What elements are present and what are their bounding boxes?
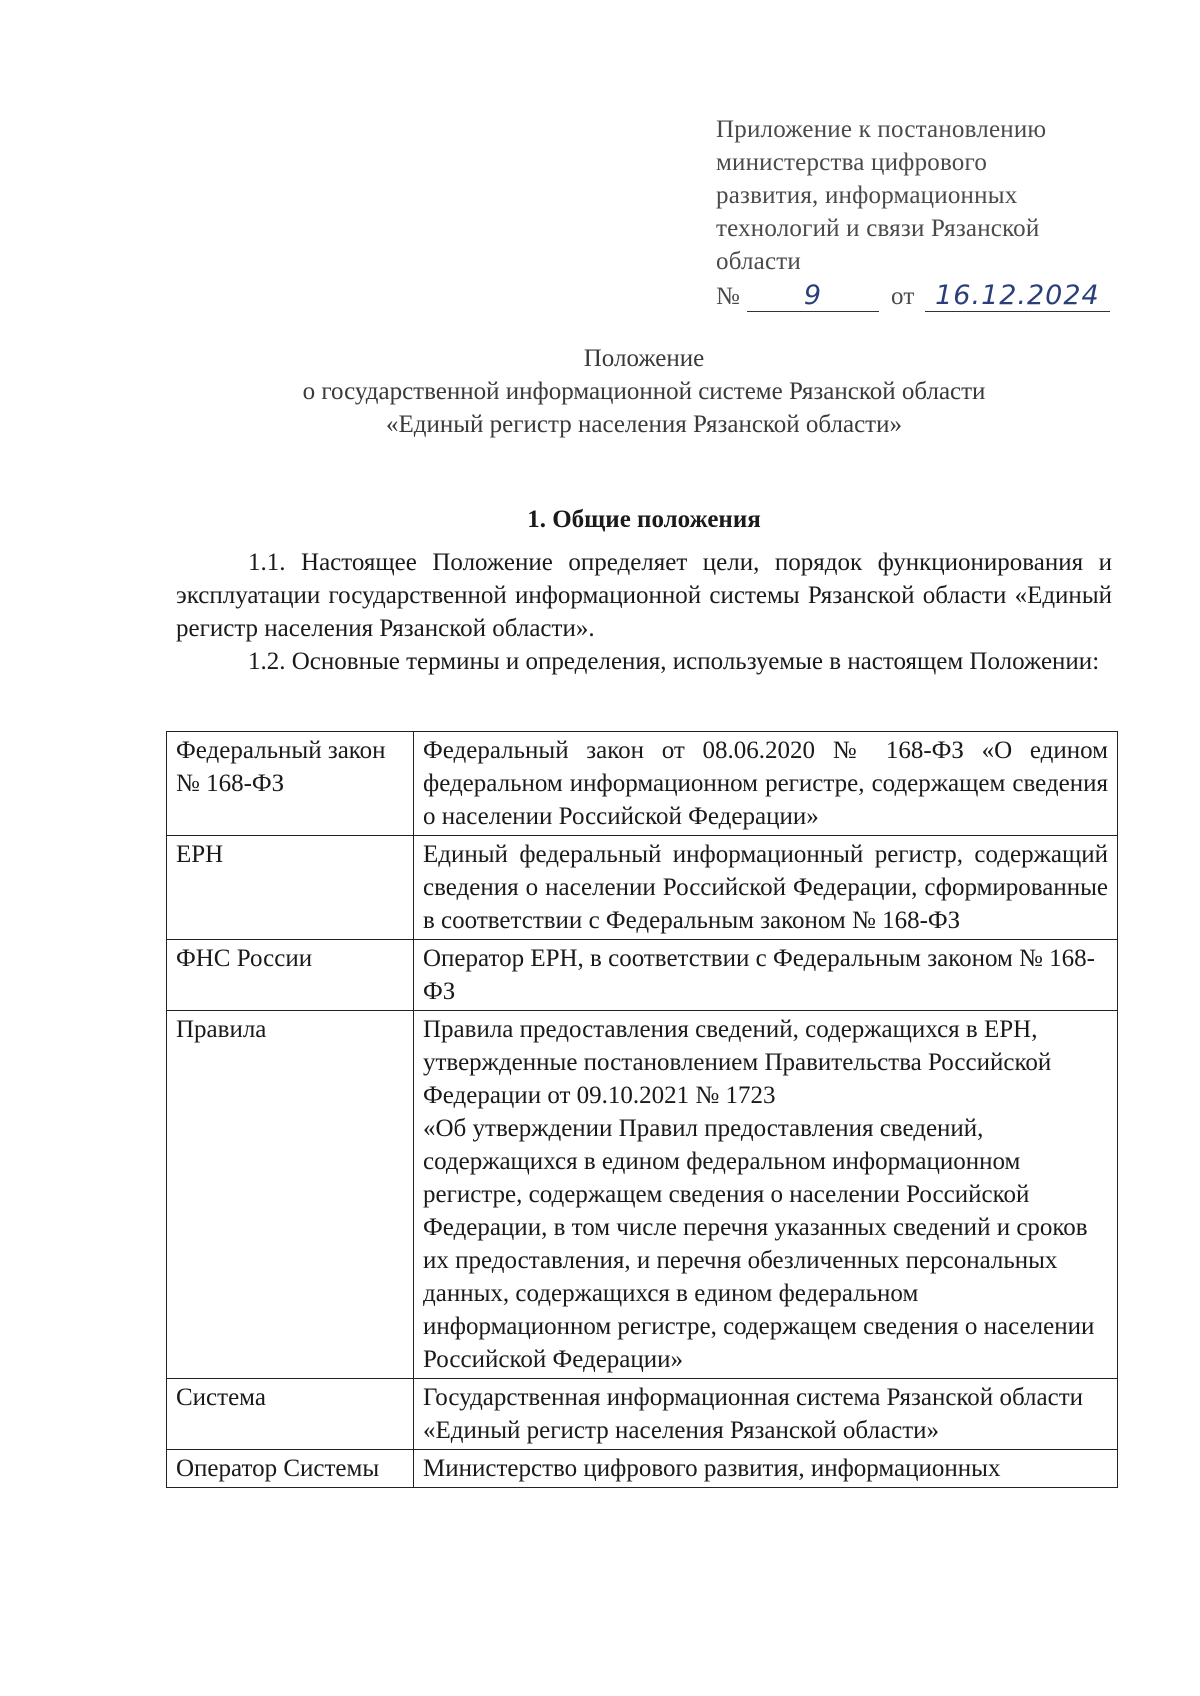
definition-cell: Государственная информационная система Рязанской области «Единый регистр населения Рязанской области» [414,1379,1118,1450]
term-cell: ЕРН [167,836,414,940]
definition-cell: Единый федеральный информационный регистр, содержащий сведения о населении Российской Федерации, сформированные в соответствии с Федеральным законом № 168-ФЗ [414,836,1118,940]
definition-text-cont: «Об утверждении Правил предоставления сведений, содержащихся в едином федеральном информационном регистре, содержащем сведения о населении Российской Федерации, в том числе перечня указанных сведений и сроков их предоставления, и перечня обезличенных персональных данных, содержащихся в едином федеральном информационном регистре, содержащем сведения о населении Российской Федерации» [423,1115,1095,1373]
term-cell: Федеральный закон № 168-ФЗ [167,732,414,836]
title-line-1: Положение [583,345,705,372]
definition-text: Правила предоставления сведений, содержащихся в ЕРН, утвержденные постановлением Правительства Российской Федерации от 09.10.2021 № 1723 [423,1016,1052,1109]
definition-cell: Министерство цифрового развития, информационных [414,1450,1118,1488]
appendix-line: Приложение к постановлению [716,116,1047,143]
term-cell: ФНС России [167,940,414,1011]
appendix-header [716,113,1116,313]
table-row [167,1011,1118,1379]
handwritten-number: 9 [747,281,879,312]
paragraph-1-2 [176,645,1112,678]
term-cell: Оператор Системы [167,1450,414,1488]
date-label: от [890,283,915,310]
table-row [167,1450,1118,1488]
table-row [167,732,1118,836]
term-cell: Правила [167,1011,414,1379]
definition-cell [414,1011,1118,1379]
document-title [176,342,1112,441]
table-row [167,1379,1118,1450]
appendix-line: области [716,248,801,275]
table-row [167,940,1118,1011]
paragraph-1-1 [176,546,1112,645]
number-label: № [716,283,741,310]
terms-table [166,731,1118,1488]
handwritten-date: 16.12.2024 [925,281,1110,312]
appendix-line: развития, информационных [716,182,1018,209]
title-line-2: о государственной информационной системе Рязанской области [302,378,986,405]
definition-cell: Оператор ЕРН, в соответствии с Федеральным законом № 168-ФЗ [414,940,1118,1011]
number-date-row [716,280,1116,313]
appendix-line: технологий и связи Рязанской [716,215,1040,242]
paragraph-1-2-text: 1.2. Основные термины и определения, используемые в настоящем Положении: [248,648,1100,675]
paragraph-1-1-text: 1.1. Настоящее Положение определяет цели, порядок функционирования и эксплуатации государственной информационной системы Рязанской области «Единый регистр населения Рязанской области». [176,549,1112,642]
appendix-line: министерства цифрового [716,149,988,176]
table-row [167,836,1118,940]
section-heading: 1. Общие положения [527,506,761,533]
term-cell: Система [167,1379,414,1450]
title-line-3: «Единый регистр населения Рязанской области» [385,411,902,438]
definition-cell: Федеральный закон от 08.06.2020 № 168-ФЗ «О едином федеральном информационном регистре, содержащем сведения о населении Российской Федерации» [414,732,1118,836]
